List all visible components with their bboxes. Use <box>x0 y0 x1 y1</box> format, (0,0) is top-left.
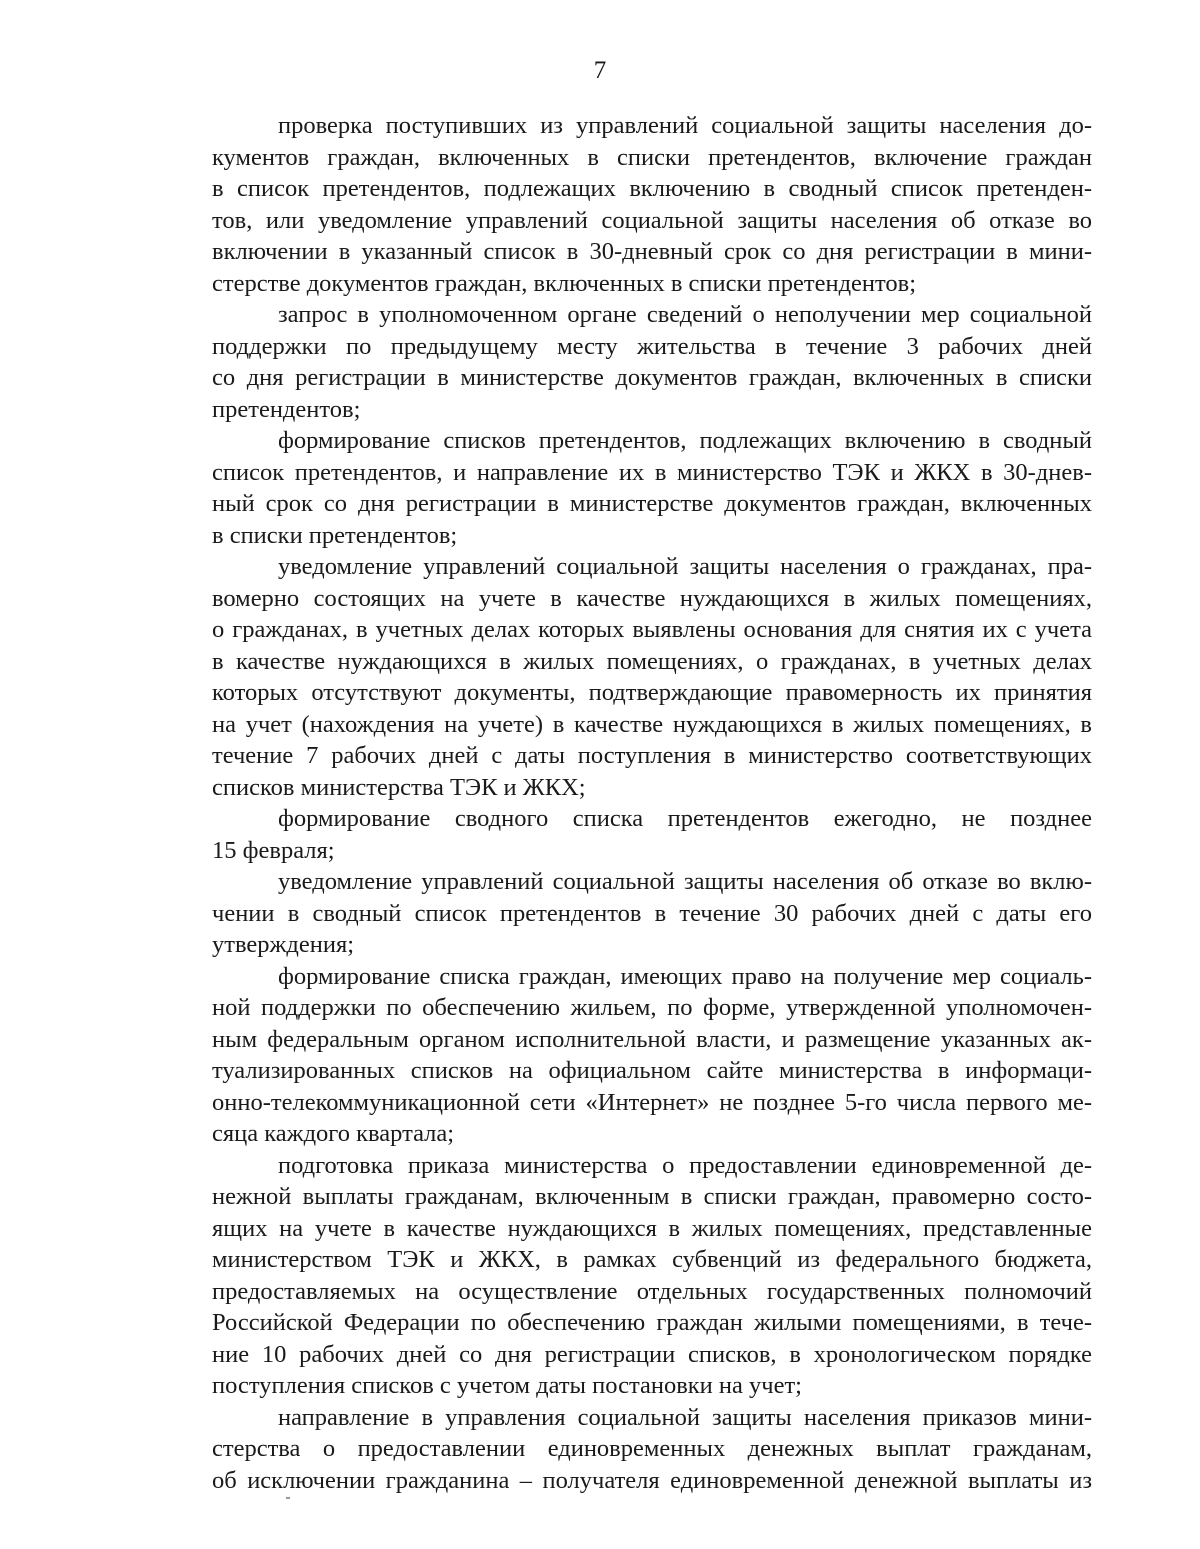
paragraph-order-dispatch <box>212 1402 1092 1497</box>
text-line: поступления списков с учетом даты постановки на учет; <box>212 1372 802 1399</box>
text-line: министерством ТЭК и ЖКХ, в рамках субвенций из федерального бюджета, <box>212 1246 1092 1273</box>
text-line: нежной выплаты гражданам, включенным в списки граждан, правомерно состо- <box>212 1183 1092 1210</box>
text-line: которых отсутствуют документы, подтверждающие правомерность их принятия <box>212 679 1092 706</box>
text-line: включении в указанный список в 30-дневный срок со дня регистрации в мини- <box>212 238 1092 265</box>
text-line: стерстве документов граждан, включенных в списки претендентов; <box>212 269 917 297</box>
text-line: формирование списка граждан, имеющих право на получение мер социаль- <box>278 962 1092 990</box>
text-line: в список претендентов, подлежащих включению в сводный список претенден- <box>212 175 1092 202</box>
text-line: о гражданах, в учетных делах которых выявлены основания для снятия их с учета <box>212 616 1092 643</box>
paragraph-list-formation <box>212 425 1092 551</box>
text-line: 15 февраля; <box>212 836 335 864</box>
text-line: в качестве нуждающихся в жилых помещениях, о гражданах, в учетных делах <box>212 647 1092 675</box>
paragraph-refusal-notification <box>212 866 1092 961</box>
document-body <box>212 110 1092 1496</box>
text-line: сяца каждого квартала; <box>212 1120 455 1147</box>
text-line: вомерно состоящих на учете в качестве нуждающихся в жилых помещениях, <box>212 584 1092 612</box>
text-line: туализированных списков на официальном сайте министерства в информаци- <box>212 1057 1092 1084</box>
text-line: ный срок со дня регистрации в министерстве документов граждан, включенных <box>212 490 1092 517</box>
text-line: формирование сводного списка претендентов ежегодно, не позднее <box>278 805 1092 832</box>
text-line: чении в сводный список претендентов в течение 30 рабочих дней с даты его <box>212 899 1092 927</box>
text-line: списков министерства ТЭК и ЖКХ; <box>212 773 586 801</box>
text-line: со дня регистрации в министерстве документов граждан, включенных в списки <box>212 364 1092 391</box>
text-line: поддержки по предыдущему месту жительства в течение 3 рабочих дней <box>212 332 1092 360</box>
paragraph-summary-list <box>212 803 1092 866</box>
text-line: ной поддержки по обеспечению жильем, по форме, утвержденной уполномочен- <box>212 994 1092 1021</box>
text-line: уведомление управлений социальной защиты населения об отказе во вклю- <box>278 868 1092 895</box>
text-line: стерства о предоставлении единовременных денежных выплат гражданам, <box>212 1435 1092 1462</box>
text-line: утверждения; <box>212 931 355 958</box>
text-line: на учет (нахождения на учете) в качестве нуждающихся в жилых помещениях, в <box>212 710 1092 738</box>
paragraph-notification-citizens <box>212 551 1092 803</box>
text-line: об исключении гражданина – получателя единовременной денежной выплаты из <box>212 1466 1092 1494</box>
text-line: список претендентов, и направление их в министерство ТЭК и ЖКХ в 30-днев- <box>212 458 1092 486</box>
text-line: ящих на учете в качестве нуждающихся в жилых помещениях, представленные <box>212 1214 1092 1242</box>
paragraph-document-verification <box>212 110 1092 299</box>
text-line: ние 10 рабочих дней со дня регистрации списков, в хронологическом порядке <box>212 1340 1092 1368</box>
text-line: претендентов; <box>212 395 361 423</box>
page-number: 7 <box>593 57 607 84</box>
scan-artifact <box>286 1497 290 1499</box>
text-line: направление в управления социальной защиты населения приказов мини- <box>278 1403 1092 1431</box>
text-line: онно-телекоммуникационной сети «Интернет» не позднее 5-го числа первого ме- <box>212 1088 1092 1116</box>
text-line: ным федеральным органом исполнительной власти, и размещение указанных ак- <box>212 1025 1092 1053</box>
text-line: тов, или уведомление управлений социальной защиты населения об отказе во <box>212 206 1092 234</box>
text-line: в списки претендентов; <box>212 521 458 549</box>
text-line: формирование списков претендентов, подлежащих включению в сводный <box>278 427 1092 454</box>
text-line: Российской Федерации по обеспечению граждан жилыми помещениями, в тече- <box>212 1309 1092 1336</box>
paragraph-order-preparation <box>212 1150 1092 1402</box>
text-line: кументов граждан, включенных в списки претендентов, включение граждан <box>212 143 1092 171</box>
paragraph-information-request <box>212 299 1092 425</box>
text-line: уведомление управлений социальной защиты населения о гражданах, пра- <box>278 553 1092 580</box>
text-line: проверка поступивших из управлений социальной защиты населения до- <box>278 112 1092 139</box>
text-line: подготовка приказа министерства о предоставлении единовременной де- <box>278 1151 1092 1179</box>
text-line: течение 7 рабочих дней с даты поступления в министерство соответствующих <box>212 742 1092 769</box>
text-line: предоставляемых на осуществление отдельных государственных полномочий <box>212 1277 1092 1305</box>
paragraph-eligible-list <box>212 961 1092 1150</box>
text-line: запрос в уполномоченном органе сведений о неполучении мер социальной <box>278 301 1092 328</box>
